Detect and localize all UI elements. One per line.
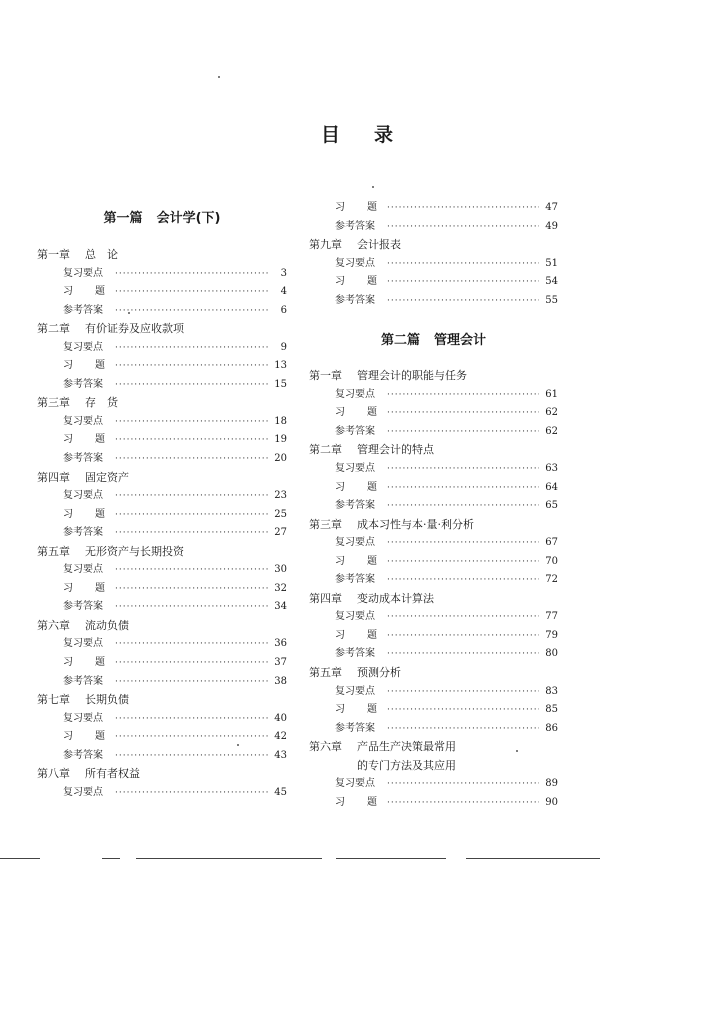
chapter-title: 长期负债: [85, 693, 129, 707]
entry-label: [335, 404, 377, 423]
toc-entry-answers: [309, 218, 558, 237]
chapter-title: 预测分析: [357, 666, 401, 680]
page-number: 25: [274, 508, 287, 520]
entry-label: 参考答案: [335, 574, 375, 586]
entry-label: 复习要点: [335, 685, 375, 697]
dot-leader: [115, 487, 268, 506]
page-number: 83: [545, 685, 558, 697]
dot-leader: [387, 775, 539, 794]
page-number: 20: [274, 453, 287, 465]
dot-leader: [387, 479, 539, 498]
page-number: 70: [545, 555, 558, 567]
dot-leader: [115, 784, 268, 803]
toc-entry-review: [37, 487, 287, 506]
chapter-heading: [37, 617, 287, 636]
page-number: 18: [274, 415, 287, 427]
page-number: 80: [545, 648, 558, 660]
page-number: 54: [545, 276, 558, 288]
dot-leader: [115, 710, 268, 729]
dot-leader: [387, 627, 539, 646]
toc-entry-exercise: [37, 728, 287, 747]
dot-leader: [387, 199, 539, 218]
toc-entry-answers: [309, 292, 558, 311]
chapter-title: 产品生产决策最常用: [357, 740, 456, 754]
toc-entry-exercise: [309, 199, 558, 218]
entry-label: 复习要点: [335, 611, 375, 623]
chapter-title: 的专门方法及其应用: [357, 758, 456, 772]
entry-label-char: 题: [367, 481, 377, 493]
entry-label: [335, 199, 377, 218]
chapter-title: 总 论: [85, 248, 118, 261]
entry-label: 复习要点: [63, 490, 103, 502]
toc-entry-exercise: [309, 479, 558, 498]
page-number: 79: [545, 629, 558, 641]
entry-label-char: 习: [335, 629, 345, 641]
dot-leader: [115, 747, 268, 766]
page-number: 61: [545, 388, 558, 400]
entry-label-char: 题: [95, 731, 105, 743]
page-number: 42: [274, 731, 287, 743]
chapter-title: 管理会计的特点: [357, 443, 434, 457]
toc-entry-review: [309, 460, 558, 479]
dot-leader: [115, 654, 268, 673]
toc-entry-exercise: [37, 506, 287, 525]
entry-label-char: 习: [335, 276, 345, 288]
toc-entry-answers: [37, 302, 287, 321]
toc-entry-exercise: [309, 404, 558, 423]
part-heading-management: [309, 330, 558, 352]
dot-leader: [115, 524, 268, 543]
toc-entry-review: [309, 775, 558, 794]
entry-label: 复习要点: [63, 786, 103, 798]
dot-leader: [387, 255, 539, 274]
chapter-heading: [37, 543, 287, 562]
toc-entry-review: [37, 710, 287, 729]
dot-leader: [387, 404, 539, 423]
page-number: 6: [280, 304, 287, 316]
dot-leader: [387, 218, 539, 237]
part-name: 管理会计: [434, 333, 487, 349]
page-number: 47: [545, 202, 558, 213]
toc-entry-answers: [37, 376, 287, 395]
entry-label: 参考答案: [335, 294, 375, 306]
toc-left-column: [37, 208, 287, 802]
scan-speck: [128, 312, 130, 314]
part-name: 会计学(下): [156, 211, 221, 226]
part-number: 第二篇: [380, 333, 420, 349]
entry-label-char: 习: [63, 508, 73, 520]
dot-leader: [115, 561, 268, 580]
entry-label-char: 题: [367, 407, 377, 419]
spacer: [309, 352, 558, 367]
page-number: 9: [280, 341, 287, 353]
chapter-title: 有价证券及应收款项: [85, 322, 184, 336]
entry-label: [335, 273, 377, 292]
page-number: 4: [280, 286, 287, 298]
entry-label: 参考答案: [335, 648, 375, 660]
entry-label: [63, 728, 105, 747]
toc-entry-review: [37, 635, 287, 654]
entry-label: 复习要点: [335, 463, 375, 475]
toc-entry-answers: [37, 450, 287, 469]
dot-leader: [387, 645, 539, 664]
entry-label: 参考答案: [335, 500, 375, 512]
dot-leader: [387, 683, 539, 702]
chapter-number: 第八章: [37, 767, 70, 781]
entry-label: 参考答案: [63, 304, 103, 316]
chapter-heading: [309, 367, 558, 386]
dot-leader: [115, 357, 268, 376]
chapter-number: 第二章: [37, 322, 70, 336]
part-heading-accounting: [37, 208, 287, 230]
entry-label: 复习要点: [63, 341, 103, 353]
spacer: [37, 230, 287, 246]
page-number: 38: [274, 675, 287, 687]
toc-entry-answers: [309, 423, 558, 442]
entry-label: 复习要点: [335, 257, 375, 269]
chapter-heading: [309, 236, 558, 255]
toc-entry-review: [37, 561, 287, 580]
entry-label: 复习要点: [63, 564, 103, 576]
page-number: 15: [274, 378, 287, 390]
entry-label-char: 题: [367, 704, 377, 716]
entry-label-char: 习: [335, 555, 345, 567]
page-number: 19: [274, 434, 287, 446]
entry-label-char: 题: [367, 796, 377, 808]
entry-label: [335, 794, 377, 813]
dot-leader: [115, 635, 268, 654]
page-number: 62: [545, 407, 558, 419]
toc-entry-exercise: [309, 794, 558, 813]
chapter-number: 第五章: [37, 544, 70, 558]
chapter-title: 管理会计的职能与任务: [357, 369, 467, 383]
toc-entry-exercise: [37, 654, 287, 673]
page-number: 72: [545, 574, 558, 586]
toc-entry-answers: [309, 497, 558, 516]
page-number: 77: [545, 611, 558, 623]
page-number: 30: [274, 564, 287, 576]
entry-label-char: 习: [63, 434, 73, 446]
entry-label-char: 题: [95, 657, 105, 669]
page-number: 32: [274, 582, 287, 594]
chapter-number: 第一章: [37, 248, 70, 261]
entry-label: [63, 654, 105, 673]
toc-entry-exercise: [309, 553, 558, 572]
dot-leader: [387, 273, 539, 292]
entry-label: [63, 506, 105, 525]
page-number: 3: [280, 267, 287, 279]
chapter-heading: [309, 590, 558, 609]
toc-entry-exercise: [309, 701, 558, 720]
toc-entry-answers: [309, 571, 558, 590]
dot-leader: [115, 265, 268, 284]
scan-speck: [237, 744, 239, 746]
entry-label-char: 题: [367, 202, 377, 213]
page-number: 27: [274, 527, 287, 539]
entry-label: 参考答案: [63, 601, 103, 613]
entry-label: 参考答案: [63, 453, 103, 465]
entry-label: [335, 479, 377, 498]
scan-speck: [372, 186, 374, 188]
entry-label-char: 习: [63, 360, 73, 372]
page-number: 13: [274, 360, 287, 372]
chapter-number: 第六章: [37, 618, 70, 632]
page-number: 45: [274, 786, 287, 798]
toc-entry-review: [37, 413, 287, 432]
page-number: 51: [545, 257, 558, 269]
chapter-title: 固定资产: [85, 470, 129, 484]
toc-right-column: [309, 199, 558, 812]
chapter-number: 第七章: [37, 693, 70, 707]
entry-label-char: 题: [367, 555, 377, 567]
toc-entry-review: [309, 255, 558, 274]
page-number: 36: [274, 638, 287, 650]
toc-entry-answers: [37, 524, 287, 543]
entry-label: 参考答案: [335, 220, 375, 232]
toc-entry-answers: [37, 747, 287, 766]
page-number: 55: [545, 294, 558, 306]
toc-entry-exercise: [309, 273, 558, 292]
dot-leader: [387, 534, 539, 553]
toc-entry-answers: [37, 673, 287, 692]
page-number: 63: [545, 463, 558, 475]
chapter-number: 第四章: [309, 591, 342, 605]
page-number: 65: [545, 500, 558, 512]
entry-label-char: 习: [63, 731, 73, 743]
chapter-heading: [37, 246, 287, 265]
chapter-title: 存 货: [85, 396, 118, 410]
dot-leader: [115, 598, 268, 617]
page-number: 67: [545, 537, 558, 549]
chapter-number: 第三章: [309, 517, 342, 531]
chapter-number: 第四章: [37, 470, 70, 484]
chapter-list: [37, 246, 287, 802]
dot-leader: [115, 376, 268, 395]
dot-leader: [115, 302, 268, 321]
entry-label: 复习要点: [63, 415, 103, 427]
entry-label-char: 习: [63, 286, 73, 298]
dot-leader: [115, 339, 268, 358]
page-number: 86: [545, 722, 558, 734]
dot-leader: [387, 571, 539, 590]
dot-leader: [387, 553, 539, 572]
entry-label-char: 题: [95, 360, 105, 372]
entry-label: 复习要点: [335, 778, 375, 790]
entry-label-char: 习: [335, 407, 345, 419]
page-number: 64: [545, 481, 558, 493]
page-number: 49: [545, 220, 558, 232]
dot-leader: [387, 423, 539, 442]
entry-label: 复习要点: [63, 712, 103, 724]
toc-entry-review: [37, 784, 287, 803]
chapter-heading: [309, 441, 558, 460]
dot-leader: [387, 608, 539, 627]
toc-entry-review: [37, 339, 287, 358]
entry-label-char: 题: [95, 582, 105, 594]
dot-leader: [387, 497, 539, 516]
chapter-number: 第三章: [37, 396, 70, 410]
toc-entry-review: [309, 386, 558, 405]
dot-leader: [115, 431, 268, 450]
entry-label: [63, 580, 105, 599]
dot-leader: [115, 673, 268, 692]
entry-label: 参考答案: [63, 527, 103, 539]
toc-entry-review: [309, 683, 558, 702]
continued-entries: [309, 199, 558, 310]
toc-entry-answers: [309, 645, 558, 664]
title-char-1: 目: [320, 124, 340, 146]
entry-label: [63, 283, 105, 302]
scan-speck: [516, 750, 518, 752]
entry-label-char: 习: [335, 202, 345, 213]
entry-label: 复习要点: [335, 388, 375, 400]
entry-label-char: 题: [95, 286, 105, 298]
dot-leader: [387, 460, 539, 479]
toc-entry-review: [37, 265, 287, 284]
chapter-heading: [37, 320, 287, 339]
scan-bottom-rule: [0, 858, 600, 860]
entry-label: [335, 553, 377, 572]
entry-label-char: 习: [335, 796, 345, 808]
chapter-heading: [37, 394, 287, 413]
chapter-title: 成本习性与本·量·利分析: [357, 517, 474, 531]
toc-entry-answers: [37, 598, 287, 617]
dot-leader: [387, 720, 539, 739]
entry-label-char: 题: [367, 629, 377, 641]
toc-entry-answers: [309, 720, 558, 739]
entry-label: [63, 357, 105, 376]
dot-leader: [115, 506, 268, 525]
scan-speck: [218, 76, 220, 78]
toc-entry-exercise: [37, 431, 287, 450]
entry-label-char: 习: [335, 704, 345, 716]
page-number: 43: [274, 749, 287, 761]
page-number: 89: [545, 778, 558, 790]
dot-leader: [115, 283, 268, 302]
entry-label: 参考答案: [335, 425, 375, 437]
page-number: 23: [274, 490, 287, 502]
chapter-heading: [309, 738, 558, 757]
chapter-number: 第二章: [309, 443, 342, 457]
page-number: 85: [545, 704, 558, 716]
entry-label: 复习要点: [63, 638, 103, 650]
toc-entry-review: [309, 534, 558, 553]
toc-entry-exercise: [309, 627, 558, 646]
page-number: 90: [545, 796, 558, 808]
entry-label: 参考答案: [63, 675, 103, 687]
dot-leader: [387, 386, 539, 405]
spacer: [309, 310, 558, 330]
entry-label: [335, 701, 377, 720]
toc-entry-exercise: [37, 283, 287, 302]
entry-label: 复习要点: [335, 537, 375, 549]
toc-entry-exercise: [37, 580, 287, 599]
chapter-heading-continued: [309, 757, 558, 776]
page-number: 37: [274, 657, 287, 669]
entry-label-char: 习: [335, 481, 345, 493]
title-char-2: 录: [374, 124, 394, 146]
entry-label: 参考答案: [63, 749, 103, 761]
part-number: 第一篇: [103, 211, 143, 226]
dot-leader: [115, 580, 268, 599]
entry-label: [335, 627, 377, 646]
toc-entry-review: [309, 608, 558, 627]
chapter-title: 变动成本计算法: [357, 591, 434, 605]
chapter-number: 第一章: [309, 369, 342, 383]
entry-label-char: 习: [63, 582, 73, 594]
page-title: [0, 120, 714, 147]
chapter-title: 会计报表: [357, 238, 401, 252]
entry-label-char: 习: [63, 657, 73, 669]
chapter-title: 所有者权益: [85, 767, 140, 781]
entry-label: [63, 431, 105, 450]
chapter-heading: [37, 469, 287, 488]
entry-label-char: 题: [367, 276, 377, 288]
dot-leader: [387, 701, 539, 720]
entry-label-char: 题: [95, 508, 105, 520]
chapter-heading: [309, 516, 558, 535]
dot-leader: [115, 413, 268, 432]
chapter-title: 无形资产与长期投资: [85, 544, 184, 558]
chapter-heading: [37, 765, 287, 784]
dot-leader: [387, 794, 539, 813]
chapter-title: 流动负债: [85, 618, 129, 632]
chapter-number: 第五章: [309, 666, 342, 680]
dot-leader: [115, 728, 268, 747]
chapter-list: [309, 367, 558, 812]
chapter-heading: [309, 664, 558, 683]
toc-entry-exercise: [37, 357, 287, 376]
page-number: 34: [274, 601, 287, 613]
dot-leader: [387, 292, 539, 311]
entry-label: 复习要点: [63, 267, 103, 279]
entry-label: 参考答案: [335, 722, 375, 734]
chapter-number: 第六章: [309, 740, 342, 754]
entry-label-char: 题: [95, 434, 105, 446]
entry-label: 参考答案: [63, 378, 103, 390]
chapter-heading: [37, 691, 287, 710]
chapter-number: 第九章: [309, 238, 342, 252]
page-number: 40: [274, 712, 287, 724]
dot-leader: [115, 450, 268, 469]
page-number: 62: [545, 425, 558, 437]
